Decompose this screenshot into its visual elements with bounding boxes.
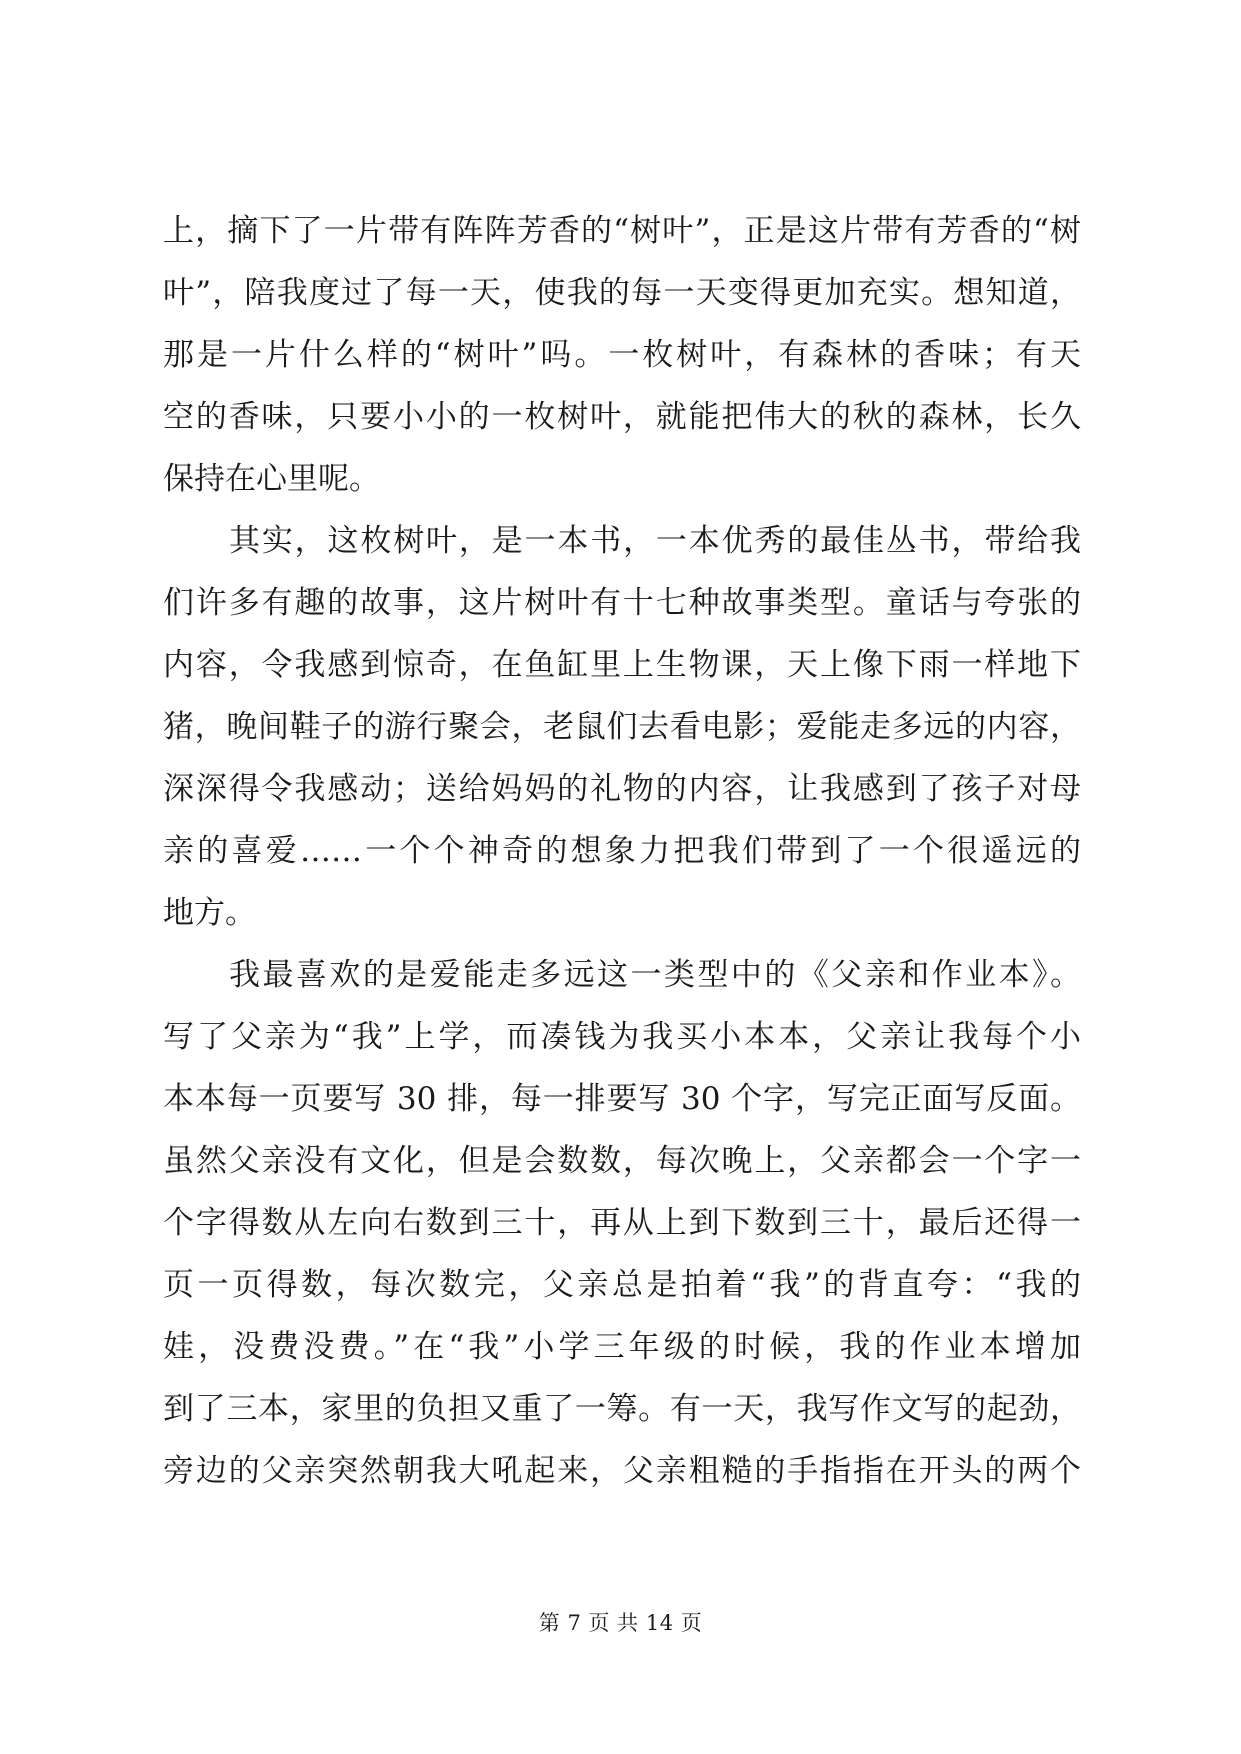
text-line: 本本每一页要写 30 排，每一排要写 30 个字，写完正面写反面。 xyxy=(163,1081,1081,1117)
text-line: 亲的喜爱……一个个神奇的想象力把我们带到了一个很遥远的 xyxy=(163,833,1081,869)
paragraph-first-line: 我最喜欢的是爱能走多远这一类型中的《父亲和作业本》。 xyxy=(229,957,1081,993)
text-line: 那是一片什么样的“树叶”吗。一枚树叶，有森林的香味；有天 xyxy=(163,337,1081,373)
text-line: 深深得令我感动；送给妈妈的礼物的内容，让我感到了孩子对母 xyxy=(163,771,1081,807)
page-number-footer: 第 7 页 共 14 页 xyxy=(538,1611,703,1635)
text-line: 猪，晚间鞋子的游行聚会，老鼠们去看电影；爱能走多远的内容， xyxy=(163,709,1081,745)
text-line: 内容，令我感到惊奇，在鱼缸里上生物课，天上像下雨一样地下 xyxy=(163,647,1081,683)
text-line: 虽然父亲没有文化，但是会数数，每次晚上，父亲都会一个字一 xyxy=(163,1143,1081,1179)
text-line: 地方。 xyxy=(163,895,256,931)
text-line: 保持在心里呢。 xyxy=(163,461,380,497)
text-line: 旁边的父亲突然朝我大吼起来，父亲粗糙的手指指在开头的两个 xyxy=(163,1453,1081,1489)
text-line: 叶”，陪我度过了每一天，使我的每一天变得更加充实。想知道， xyxy=(163,275,1081,311)
text-line: 个字得数从左向右数到三十，再从上到下数到三十，最后还得一 xyxy=(163,1205,1081,1241)
text-line: 空的香味，只要小小的一枚树叶，就能把伟大的秋的森林，长久 xyxy=(163,399,1081,435)
body-text xyxy=(163,200,1081,1502)
text-line: 娃，没费没费。”在“我”小学三年级的时候，我的作业本增加 xyxy=(163,1329,1081,1365)
text-line: 页一页得数，每次数完，父亲总是拍着“我”的背直夸：“我的 xyxy=(163,1267,1081,1303)
text-line: 到了三本，家里的负担又重了一筹。有一天，我写作文写的起劲， xyxy=(163,1391,1081,1427)
text-line: 写了父亲为“我”上学，而凑钱为我买小本本，父亲让我每个小 xyxy=(163,1019,1081,1055)
text-line: 上，摘下了一片带有阵阵芳香的“树叶”，正是这片带有芳香的“树 xyxy=(163,213,1081,249)
text-line: 们许多有趣的故事，这片树叶有十七种故事类型。童话与夸张的 xyxy=(163,585,1081,621)
paragraph-first-line: 其实，这枚树叶，是一本书，一本优秀的最佳丛书，带给我 xyxy=(229,523,1081,559)
